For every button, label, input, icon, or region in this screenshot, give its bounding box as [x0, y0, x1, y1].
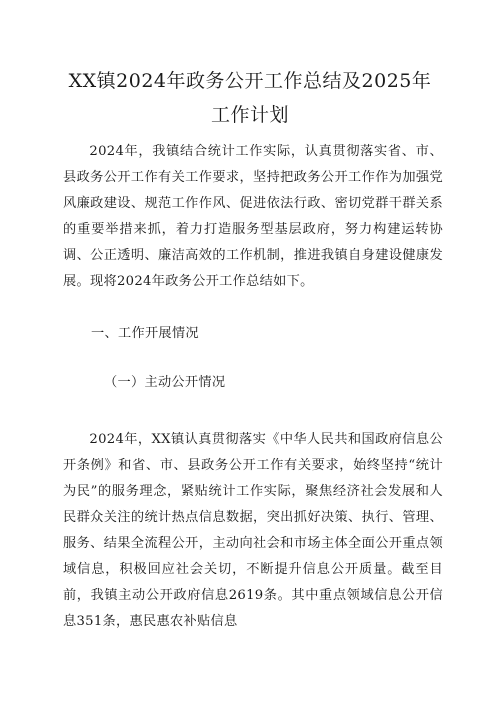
intro-paragraph: 2024年，我镇结合统计工作实际，认真贯彻落实省、市、县政务公开工作有关工作要求，坚持把政务公开工作作为加强党风廉政建设、规范工作作风、促进依法行政、密切党群干群关系的重要举措来抓，着力打造服务型基层政府，努力构建运转协调、公正透明、廉洁高效的工作机制，推进我镇自身建设健康发展。现将2024年政务公开工作总结如下。 [63, 144, 443, 289]
section-heading: 一、工作开展情况 [91, 326, 199, 341]
document-title-line-1: XX镇2024年政务公开工作总结及2025年 [68, 70, 432, 92]
body-paragraph: 2024年，XX镇认真贯彻落实《中华人民共和国政府信息公开条例》和省、市、县政务公开工作有关要求，始终坚持“统计为民”的服务理念，紧贴统计工作实际，聚焦经济社会发展和人民群众关注的统计热点信息数据，突出抓好决策、执行、管理、服务、结果全流程公开，主动向社会和市场主体全面公开重点领域信息，积极回应社会关切，不断提升信息公开质量。截至目前，我镇主动公开政府信息2619条。其中重点领域信息公开信息351条，惠民惠农补贴信息 [63, 432, 443, 629]
subsection-heading: （一）主动公开情况 [104, 375, 226, 390]
document-title-line-2: 工作计划 [210, 104, 289, 126]
